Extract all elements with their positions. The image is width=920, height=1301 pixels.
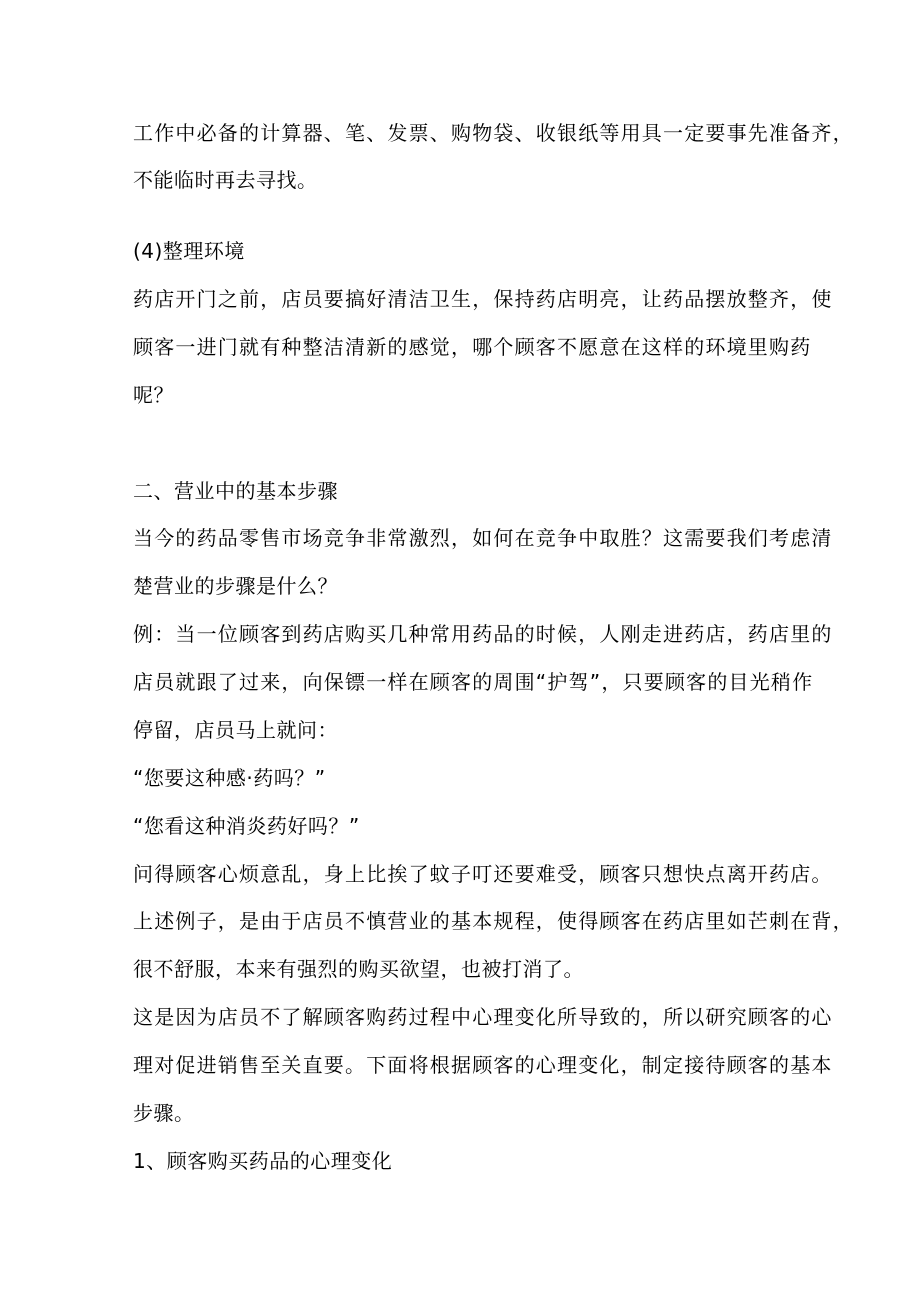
section-heading: (4)整理环境 [133, 239, 245, 263]
paragraph-line: 步骤。 [133, 1101, 195, 1125]
section-heading: 二、营业中的基本步骤 [133, 479, 338, 503]
paragraph-line: 上述例子，是由于店员不慎营业的基本规程，使得顾客在药店里如芒刺在背， [133, 909, 854, 933]
quote-line: “您看这种消炎药好吗？” [133, 814, 360, 838]
paragraph-line: 问得顾客心烦意乱，身上比挨了蚊子叮还要难受，顾客只想快点离开药店。 [133, 862, 833, 886]
paragraph-line: 不能临时再去寻找。 [133, 168, 318, 192]
paragraph-line: 呢？ [133, 383, 174, 407]
paragraph-line: 这是因为店员不了解顾客购药过程中心理变化所导致的，所以研究顾客的心 [133, 1005, 833, 1029]
paragraph-line: 很不舒服，本来有强烈的购买欲望，也被打消了。 [133, 957, 584, 981]
paragraph-line: 顾客一进门就有种整洁清新的感觉，哪个顾客不愿意在这样的环境里购药 [133, 335, 812, 359]
paragraph-line: 工作中必备的计算器、笔、发票、购物袋、收银纸等用具一定要事先准备齐， [133, 121, 854, 145]
paragraph-line: 例：当一位顾客到药店购买几种常用药品的时候，人刚走进药店，药店里的 [133, 622, 833, 646]
paragraph-line: 店员就跟了过来，向保镖一样在顾客的周围“护驾”，只要顾客的目光稍作 [133, 670, 814, 694]
paragraph-line: 当今的药品零售市场竞争非常激烈，如何在竞争中取胜？这需要我们考虑清 [133, 526, 833, 550]
paragraph-line: 楚营业的步骤是什么？ [133, 574, 338, 598]
paragraph-line: 停留，店员马上就问： [133, 718, 338, 742]
paragraph-line: 理对促进销售至关直要。下面将根据顾客的心理变化，制定接待顾客的基本 [133, 1053, 833, 1077]
quote-line: “您要这种感·药吗？” [133, 766, 326, 790]
paragraph-line: 药店开门之前，店员要搞好清洁卫生，保持药店明亮，让药品摆放整齐，使 [133, 287, 833, 311]
section-heading: 1、顾客购买药品的心理变化 [133, 1149, 393, 1173]
